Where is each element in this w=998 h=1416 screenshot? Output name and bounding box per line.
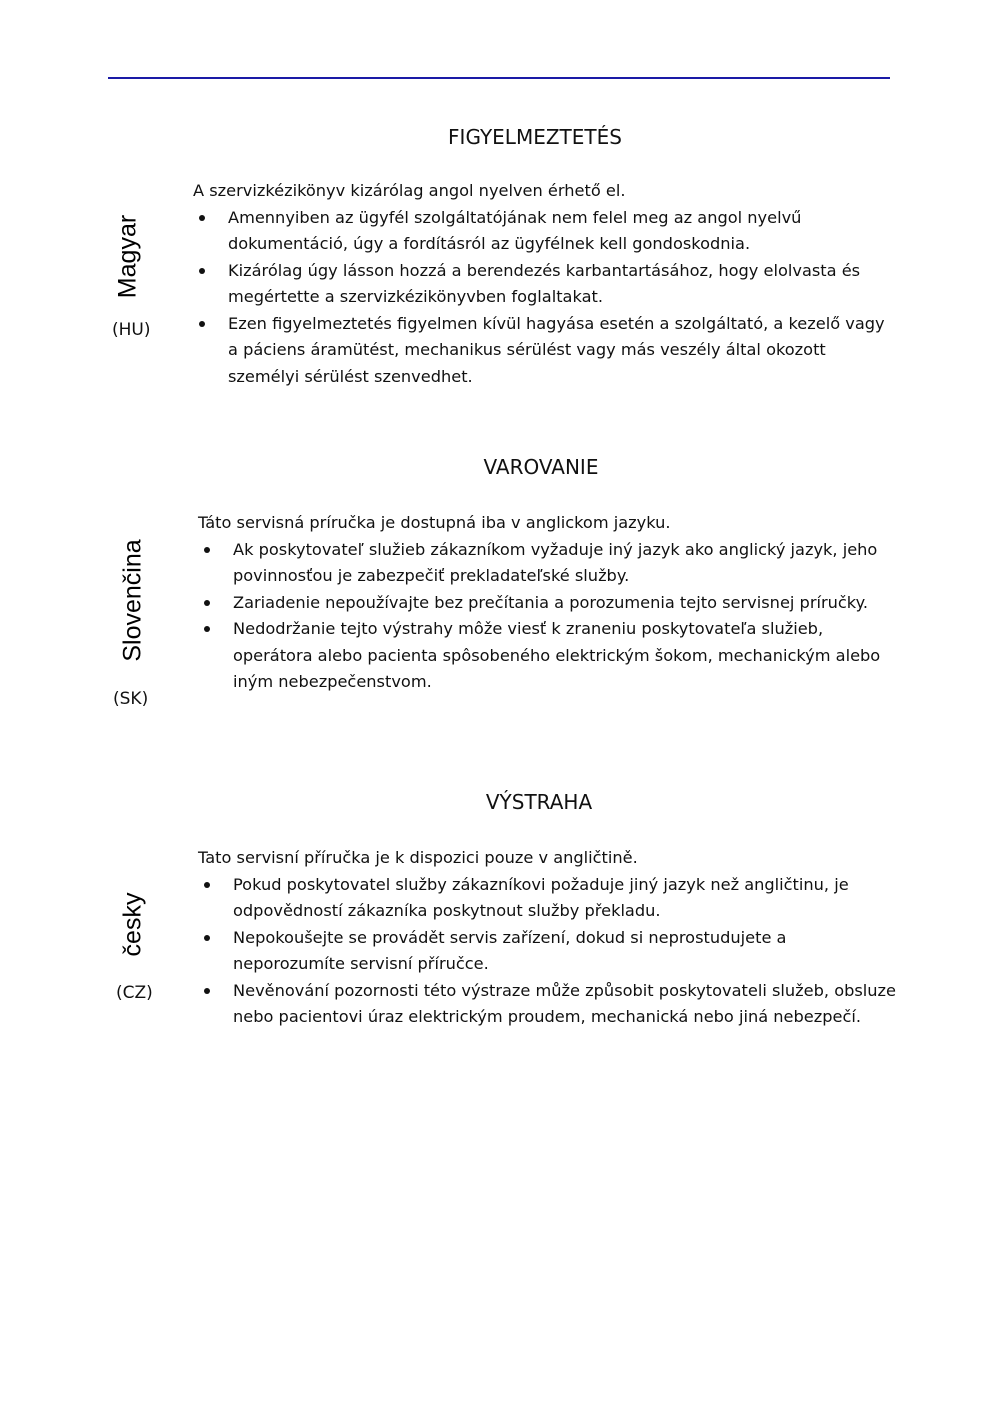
bullet-icon (204, 988, 210, 994)
section-heading: VAROVANIE (483, 455, 599, 479)
section-body (198, 510, 898, 696)
bullet-icon (204, 626, 210, 632)
bullet-icon (204, 600, 210, 606)
language-code: (CZ) (116, 983, 153, 1003)
bullet-list (198, 872, 898, 1031)
list-item: Amennyiben az ügyfél szolgáltatójának nem felel meg az angol nyelvű dokumentáció, úgy a fordításról az ügyfélnek kell gondoskodnia. (193, 205, 893, 258)
list-item: Ak poskytovateľ služieb zákazníkom vyžaduje iný jazyk ako anglický jazyk, jeho povinnosťou je zabezpečiť prekladateľské služby. (198, 537, 898, 590)
section-heading: FIGYELMEZTETÉS (448, 125, 622, 149)
bullet-icon (204, 935, 210, 941)
language-code: (HU) (112, 320, 151, 340)
intro-text: A szervizkézikönyv kizárólag angol nyelven érhető el. (193, 181, 626, 200)
bullet-icon (204, 547, 210, 553)
list-item: Nedodržanie tejto výstrahy môže viesť k zraneniu poskytovateľa služieb, operátora alebo pacienta spôsobeného elektrickým šokom, mechanickým alebo iným nebezpečenstvom. (198, 616, 898, 696)
intro-text: Táto servisná príručka je dostupná iba v anglickom jazyku. (198, 513, 671, 532)
language-label: česky (118, 892, 147, 957)
section-body (193, 178, 893, 390)
bullet-icon (199, 321, 205, 327)
list-item: Ezen figyelmeztetés figyelmen kívül hagyása esetén a szolgáltató, a kezelő vagy a páciens áramütést, mechanikus sérülést vagy más veszély által okozott személyi sérülést szenvedhet. (193, 311, 893, 391)
section-body (198, 845, 898, 1031)
list-item: Pokud poskytovatel služby zákazníkovi požaduje jiný jazyk než angličtinu, je odpovědností zákazníka poskytnout služby překladu. (198, 872, 898, 925)
list-item: Zariadenie nepoužívajte bez prečítania a porozumenia tejto servisnej príručky. (198, 590, 898, 617)
bullet-icon (199, 215, 205, 221)
intro-text: Tato servisní příručka je k dispozici pouze v angličtině. (198, 848, 638, 867)
language-label: Magyar (113, 214, 142, 299)
list-item: Nevěnování pozornosti této výstraze může způsobit poskytovateli služeb, obsluze nebo pacientovi úraz elektrickým proudem, mechanická nebo jiná nebezpečí. (198, 978, 898, 1031)
header-rule (108, 77, 890, 79)
section-heading: VÝSTRAHA (485, 790, 593, 814)
bullet-list (193, 205, 893, 391)
bullet-list (198, 537, 898, 696)
language-code: (SK) (113, 689, 149, 709)
list-item: Kizárólag úgy lásson hozzá a berendezés karbantartásához, hogy elolvasta és megértette a szervizkézikönyvben foglaltakat. (193, 258, 893, 311)
bullet-icon (199, 268, 205, 274)
language-label: Slovenčina (118, 539, 147, 662)
bullet-icon (204, 882, 210, 888)
list-item: Nepokoušejte se provádět servis zařízení, dokud si neprostudujete a neporozumíte servisní příručce. (198, 925, 898, 978)
